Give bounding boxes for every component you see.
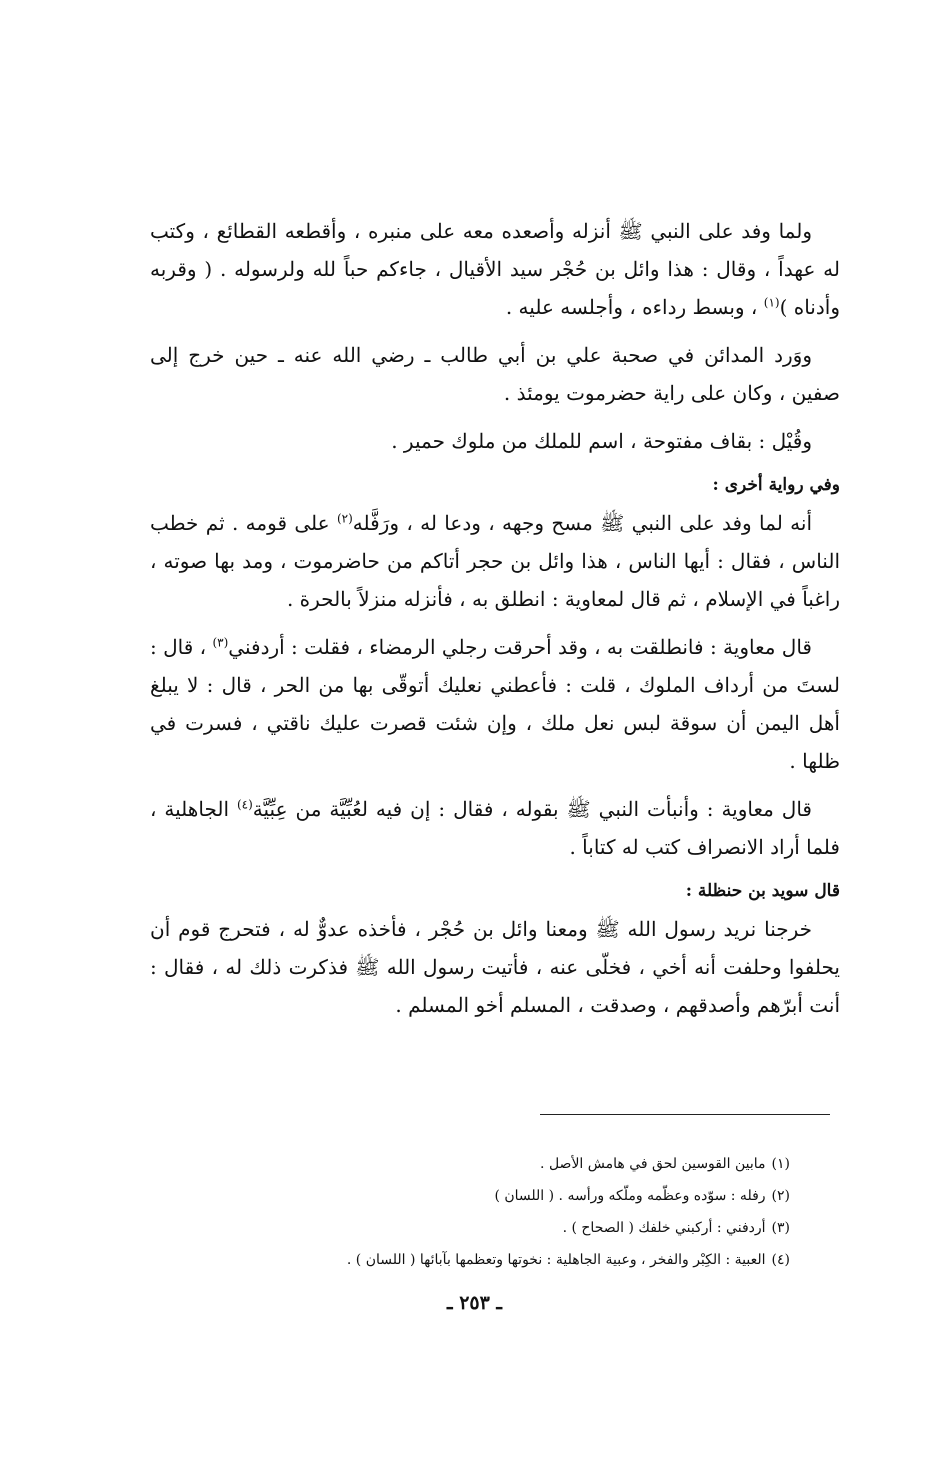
paragraph-6-text-a: قال معاوية : وأنبأت النبي ﷺ بقوله ، فقال : إن فيه لعُبِّيَّة من عِبِّيَّة	[252, 797, 812, 821]
paragraph-2: ووَرد المدائن في صحبة علي بن أبي طالب ـ رضي الله عنه ـ حين خرج إلى صفين ، وكان على راية حضرموت يومئذ .	[150, 343, 840, 405]
paragraph-4	[150, 504, 840, 618]
paragraph-1-text: ولما وفد على النبي ﷺ أنزله وأصعده معه على منبره ، وأقطعه القطائع ، وكتب له عهداً ، وقال : هذا وائل بن حُجْر سيد الأقيال ، جاءكم حباً لله ولرسوله . ( وقربه وأدناه )	[150, 219, 840, 319]
footnote-2-number: (٢)	[771, 1188, 790, 1204]
paragraph-5-text-a: قال معاوية : فانطلقت به ، وقد أحرقت رجلي الرمضاء ، فقلت : أردفني	[228, 635, 812, 659]
footnote-3	[150, 1212, 790, 1244]
footnote-ref-4: (٤)	[236, 797, 253, 812]
section-heading-2: قال سويد بن حنظلة :	[685, 881, 840, 901]
footnote-1-number: (١)	[771, 1156, 790, 1172]
paragraph-4-text-b: على قومه . ثم خطب الناس ، فقال : أيها الناس ، هذا وائل بن حجر أتاكم من حاضرموت ، ومد بها صوته ، راغباً في الإسلام ، ثم قال لمعاوية : انطلق به ، فأنزله منزلاً بالحرة .	[150, 511, 840, 611]
paragraph-1-tail: ، وبسط رداءه ، وأجلسه عليه .	[505, 295, 764, 319]
footnote-4-text: العبية : الكِبْر والفخر ، وعبية الجاهلية : نخوتها وتعظمها بآبائها ( اللسان ) .	[346, 1252, 766, 1268]
section-heading-1: وفي رواية أخرى :	[712, 475, 840, 495]
page-number: ـ ٢٥٣ ـ	[447, 1292, 502, 1314]
paragraph-1	[150, 212, 840, 326]
paragraph-3: وقُيْل : بقاف مفتوحة ، اسم للملك من ملوك حمير .	[391, 429, 812, 453]
footnote-1	[150, 1148, 790, 1180]
footnote-ref-2: (٢)	[336, 511, 353, 526]
footnote-2	[150, 1180, 790, 1212]
footnote-4	[150, 1244, 790, 1276]
footnote-divider	[540, 1114, 830, 1115]
footnote-2-text: رفله : سوّده وعظّمه وملّكه ورأسه . ( اللسان )	[494, 1188, 766, 1204]
main-text	[150, 212, 840, 1034]
paragraph-6	[150, 790, 840, 866]
footnote-3-text: أردفني : أركبني خلفك ( الصحاح ) .	[562, 1220, 766, 1236]
paragraph-6-text-b: الجاهلية ، فلما أراد الانصراف كتب له كتاباً .	[150, 797, 840, 859]
footnote-ref-3: (٣)	[212, 635, 229, 650]
paragraph-4-text-a: أنه لما وفد على النبي ﷺ مسح وجهه ، ودعا له ، ورَفَّله	[352, 511, 812, 535]
footnote-ref-1: (١)	[763, 295, 780, 310]
footnote-4-number: (٤)	[771, 1252, 790, 1268]
paragraph-5-text-b: ، قال : لستَ من أرداف الملوك ، قلت : فأعطني نعليك أتوقّى بها من الحر ، قال : لا يبلغ أهل اليمن أن سوقة لبس نعل ملك ، وإن شئت قصرت عليك ناقتي ، فسرت في ظلها .	[150, 635, 840, 773]
footnotes	[150, 1148, 790, 1276]
paragraph-7: خرجنا نريد رسول الله ﷺ ومعنا وائل بن حُجْر ، فأخذه عدوٌّ له ، فتحرج قوم أن يحلفوا وحلفت أنه أخي ، فخلّى عنه ، فأتيت رسول الله ﷺ فذكرت ذلك له ، فقال : أنت أبرّهم وأصدقهم ، وصدقت ، المسلم أخو المسلم .	[150, 917, 840, 1017]
footnote-1-text: مابين القوسين لحق في هامش الأصل .	[540, 1156, 766, 1172]
footnote-3-number: (٣)	[771, 1220, 790, 1236]
paragraph-5	[150, 628, 840, 780]
